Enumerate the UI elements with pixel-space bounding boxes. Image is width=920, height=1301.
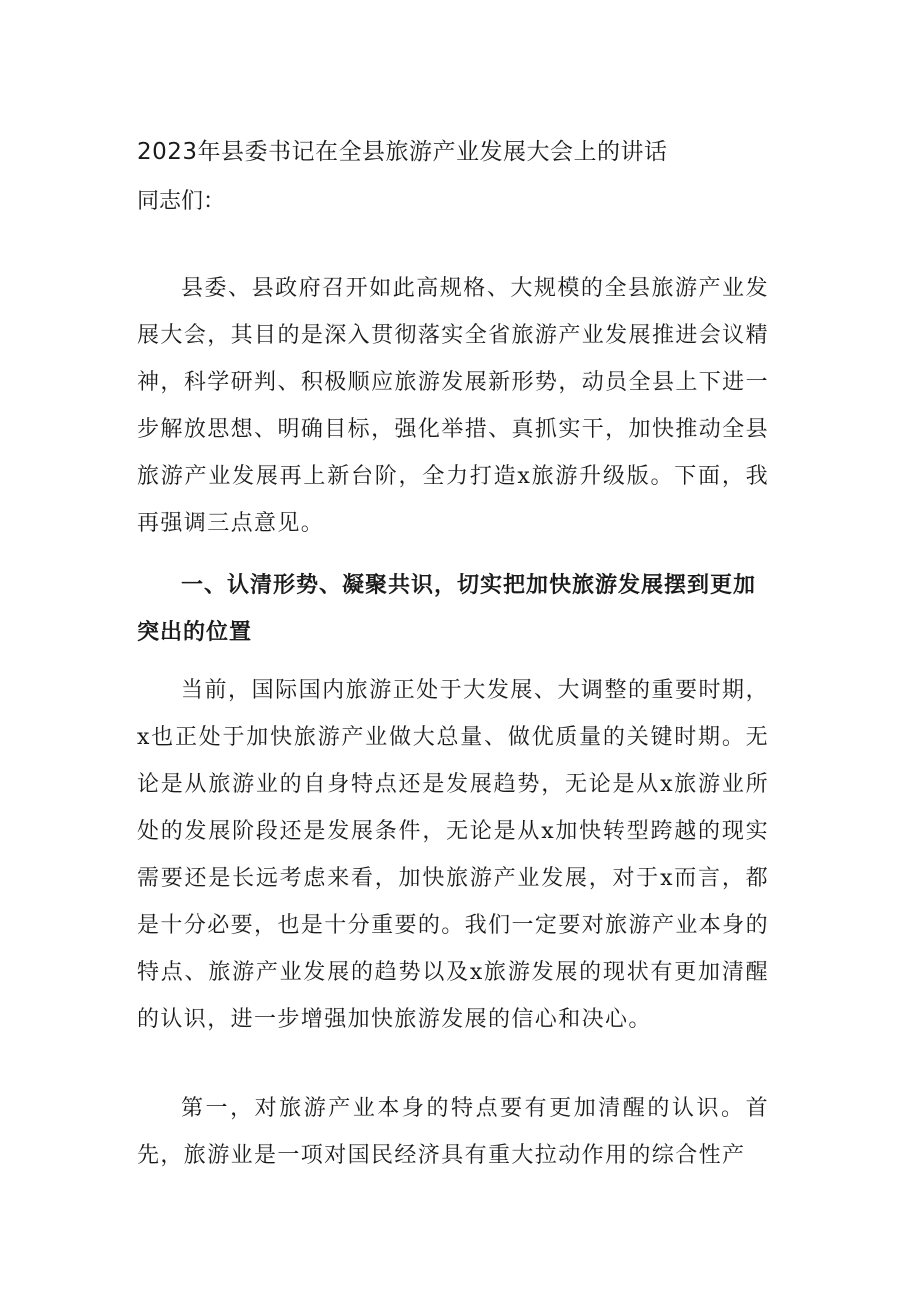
paragraph-intro: 县委、县政府召开如此高规格、大规模的全县旅游产业发展大会，其目的是深入贯彻落实全省旅游产业发展推进会议精神，科学研判、积极顺应旅游发展新形势，动员全县上下进一步解放思想、明确目标，强化举措、真抓实干，加快推动全县旅游产业发展再上新台阶，全力打造x旅游升级版。下面，我再强调三点意见。 <box>137 276 769 536</box>
document-title: 2023年县委书记在全县旅游产业发展大会上的讲话 <box>137 139 668 165</box>
section-heading-1: 一、认清形势、凝聚共识，切实把加快旅游发展摆到更加突出的位置 <box>137 573 757 645</box>
salutation: 同志们： <box>137 189 226 214</box>
paragraph-situation: 当前，国际国内旅游正处于大发展、大调整的重要时期，x也正处于加快旅游产业做大总量、做优质量的关键时期。无论是从旅游业的自身特点还是发展趋势，无论是从x旅游业所处的发展阶段还是发展条件，无论是从x加快转型跨越的现实需要还是长远考虑来看，加快旅游产业发展，对于x而言，都是十分必要，也是十分重要的。我们一定要对旅游产业本身的特点、旅游产业发展的趋势以及x旅游发展的现状有更加清醒的认识，进一步增强加快旅游发展的信心和决心。 <box>137 678 769 1032</box>
paragraph-first-point: 第一，对旅游产业本身的特点要有更加清醒的认识。首先，旅游业是一项对国民经济具有重大拉动作用的综合性产 <box>137 1096 769 1168</box>
